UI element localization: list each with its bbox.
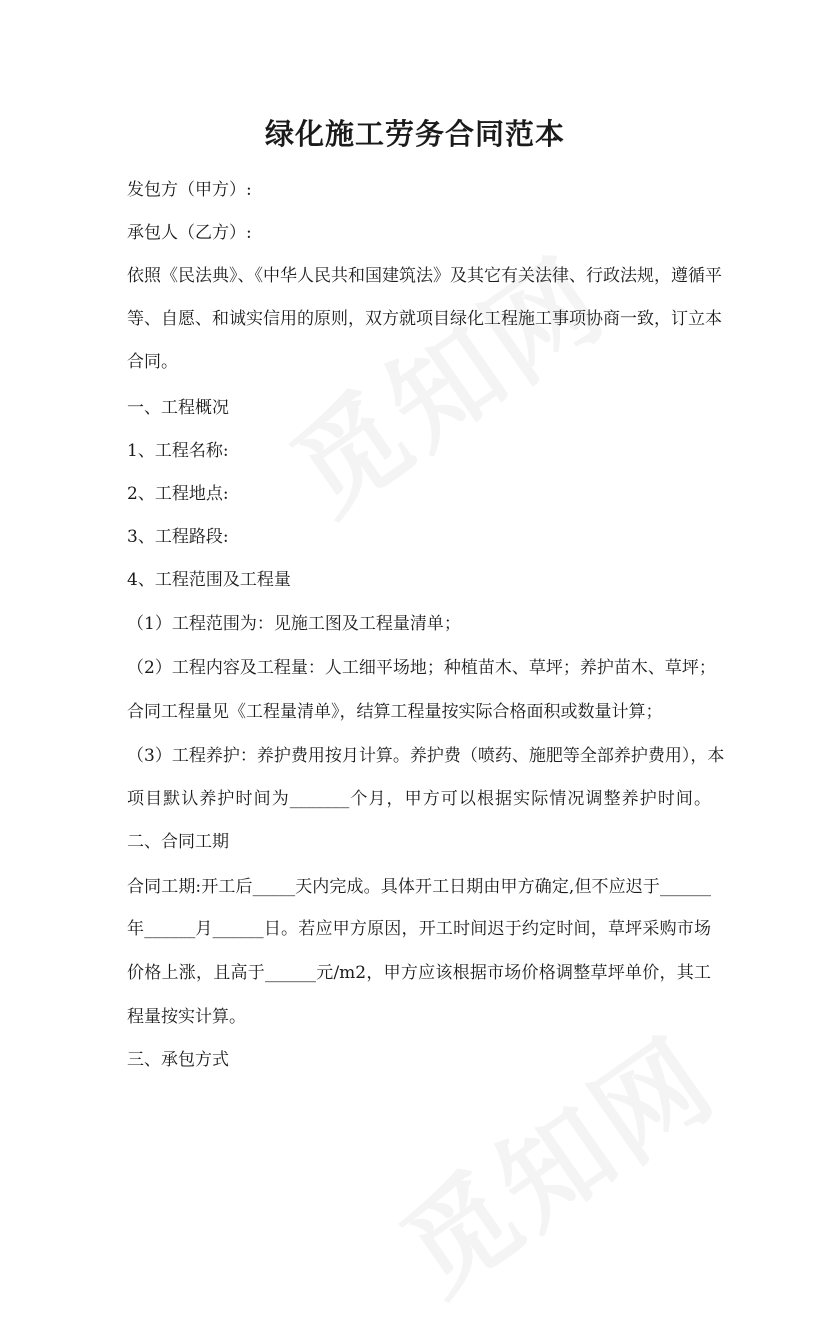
paragraph-line: 合同工程量见《工程量清单》，结算工程量按实际合格面积或数量计算； (127, 702, 663, 722)
paragraph-line: 合同。 (127, 352, 178, 372)
section-heading: 二、合同工期 (127, 832, 229, 852)
section-heading: 一、工程概况 (127, 398, 229, 418)
list-item: 2、工程地点: (127, 484, 229, 504)
list-item: 1、工程名称: (127, 441, 229, 461)
paragraph-line: 等、自愿、和诚实信用的原则，双方就项目绿化工程施工事项协商一致，订立本 (127, 309, 722, 329)
list-item: （1）工程范围为：见施工图及工程量清单； (127, 614, 461, 634)
list-item: （3）工程养护：养护费用按月计算。养护费（喷药、施肥等全部养护费用），本 (127, 746, 725, 766)
paragraph-line: 合同工期:开工后_____天内完成。具体开工日期由甲方确定,但不应迟于______ (127, 877, 711, 897)
list-item: （2）工程内容及工程量：人工细平场地；种植苗木、草坪；养护苗木、草坪； (127, 658, 716, 678)
paragraph-line: 价格上涨，且高于______元/m2，甲方应该根据市场价格调整草坪单价，其工 (127, 963, 711, 983)
list-item: 3、工程路段: (127, 527, 229, 547)
document-title: 绿化施工劳务合同范本 (264, 117, 565, 151)
list-item: 4、工程范围及工程量 (127, 570, 291, 590)
watermark (366, 994, 742, 1323)
party-b-line: 承包人（乙方）: (127, 223, 252, 243)
paragraph-line: 项目默认养护时间为_______个月，甲方可以根据实际情况调整养护时间。 (127, 789, 711, 809)
paragraph-line: 年______月______日。若应甲方原因，开工时间迟于约定时间，草坪采购市场 (127, 919, 711, 939)
section-heading: 三、承包方式 (127, 1050, 229, 1070)
paragraph-line: 程量按实计算。 (127, 1007, 246, 1027)
paragraph-line: 依照《民法典》、《中华人民共和国建筑法》及其它有关法律、行政法规，遵循平 (127, 266, 722, 286)
party-a-line: 发包方（甲方）: (127, 180, 252, 200)
